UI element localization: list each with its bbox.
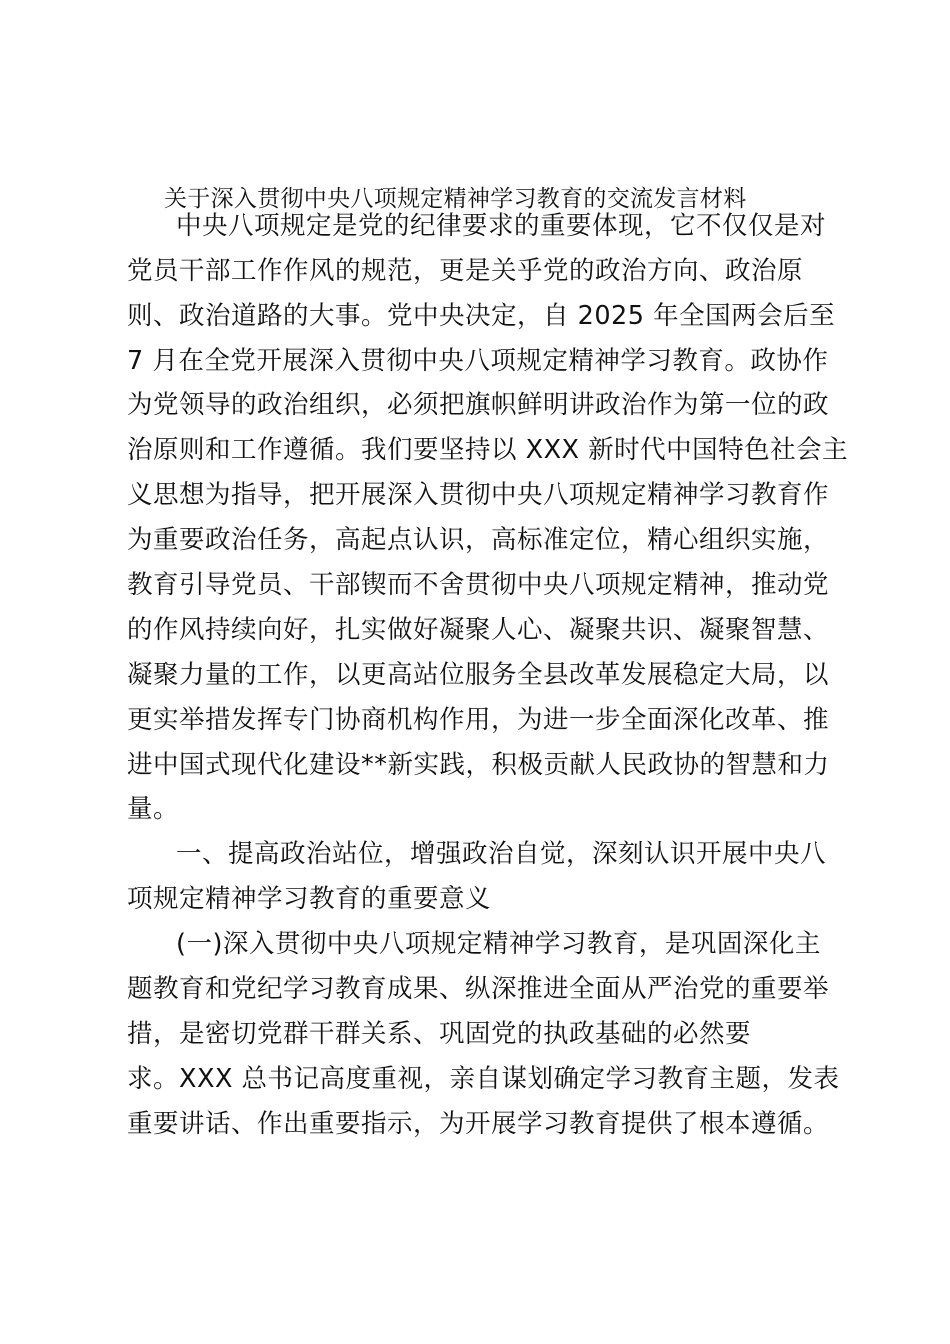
paragraph-line: 进中国式现代化建设**新实践，积极贡献人民政协的智慧和力 (127, 750, 830, 780)
paragraph-line: 题教育和党纪学习教育成果、纵深推进全面从严治党的重要举 (127, 974, 830, 1004)
paragraph-line: 党员干部工作作风的规范，更是关乎党的政治方向、政治原 (127, 256, 804, 286)
paragraph-line: 更实举措发挥专门协商机构作用，为进一步全面深化改革、推 (127, 705, 830, 735)
paragraph-line: 量。 (127, 794, 180, 824)
paragraph-line: 则、政治道路的大事。党中央决定，自 2025 年全国两会后至 (127, 301, 836, 331)
paragraph-line: 义思想为指导，把开展深入贯彻中央八项规定精神学习教育作 (127, 480, 830, 510)
paragraph-line: 的作风持续向好，扎实做好凝聚人心、凝聚共识、凝聚智慧、 (127, 615, 830, 645)
paragraph-line: 重要讲话、作出重要指示，为开展学习教育提供了根本遵循。 (127, 1109, 830, 1139)
paragraph-line: 教育引导党员、干部锲而不舍贯彻中央八项规定精神，推动党 (127, 570, 830, 600)
paragraph-line: 中央八项规定是党的纪律要求的重要体现，它不仅仅是对 (176, 211, 827, 241)
paragraph-line: 为重要政治任务，高起点认识，高标准定位，精心组织实施， (127, 525, 830, 555)
paragraph-line: (一)深入贯彻中央八项规定精神学习教育，是巩固深化主 (176, 929, 821, 959)
paragraph-line: 凝聚力量的工作，以更高站位服务全县改革发展稳定大局，以 (127, 660, 830, 690)
section-heading-line: 一、提高政治站位，增强政治自觉，深刻认识开展中央八 (176, 839, 827, 869)
paragraph-line: 7 月在全党开展深入贯彻中央八项规定精神学习教育。政协作 (127, 346, 829, 376)
document-title: 关于深入贯彻中央八项规定精神学习教育的交流发言材料 (164, 186, 747, 212)
paragraph-line: 为党领导的政治组织，必须把旗帜鲜明讲政治作为第一位的政 (127, 390, 830, 420)
paragraph-line: 措，是密切党群干群关系、巩固党的执政基础的必然要 (127, 1019, 752, 1049)
paragraph-line: 治原则和工作遵循。我们要坚持以 XXX 新时代中国特色社会主 (127, 435, 849, 465)
paragraph-line: 求。XXX 总书记高度重视，亲自谋划确定学习教育主题，发表 (127, 1064, 840, 1094)
section-heading-line: 项规定精神学习教育的重要意义 (127, 884, 492, 914)
